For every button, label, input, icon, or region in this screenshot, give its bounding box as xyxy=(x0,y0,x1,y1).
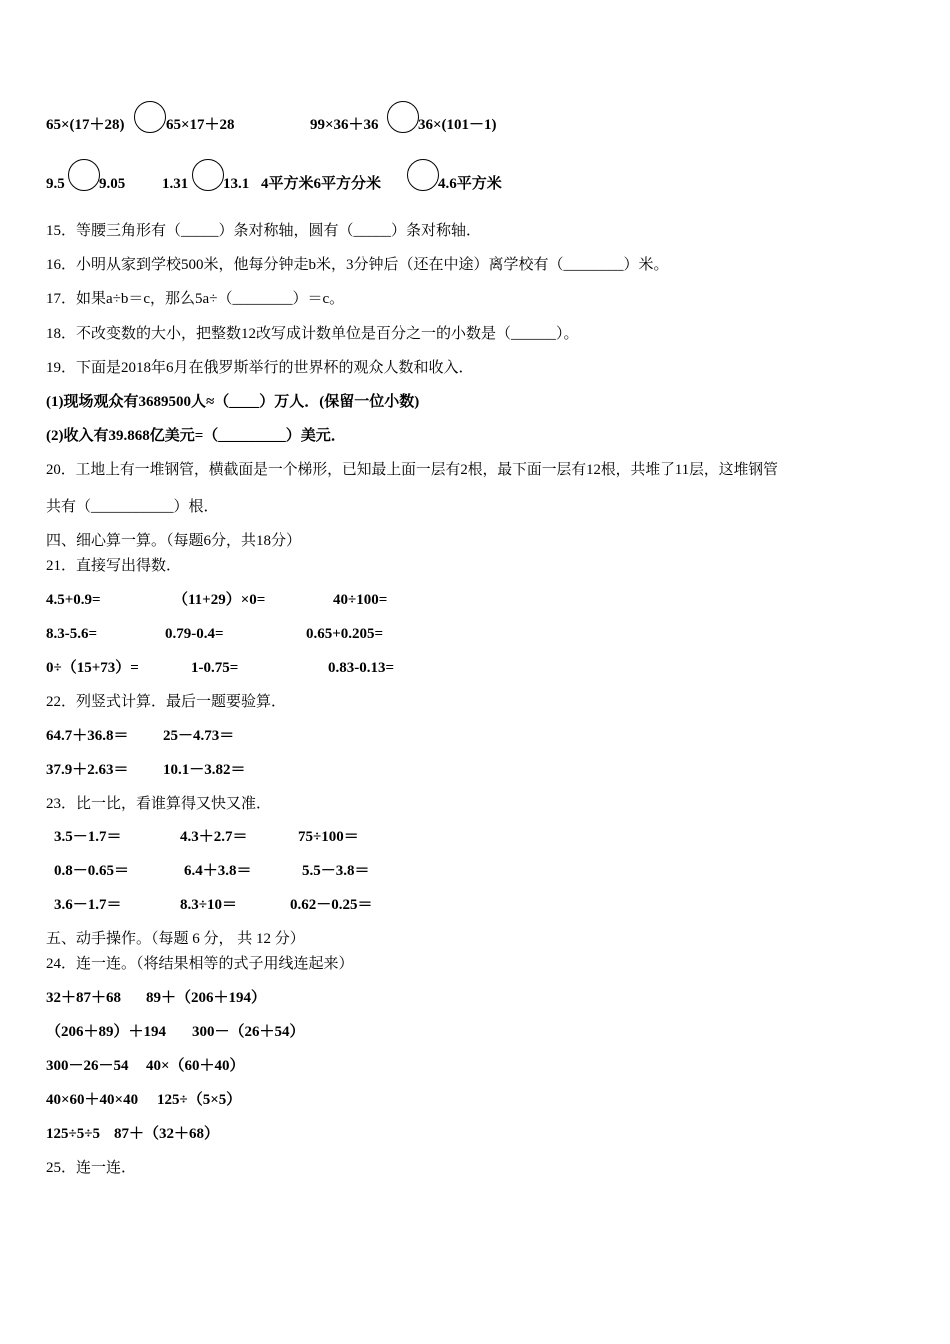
compare-circle-5[interactable] xyxy=(407,159,439,191)
calc-item: 37.9＋2.63＝ xyxy=(46,762,129,778)
question-18: 18．不改变数的大小，把整数12改写成计数单位是百分之一的小数是（______）。 xyxy=(46,326,579,342)
calc-item: 8.3÷10＝ xyxy=(180,897,237,913)
calc-item: 25－4.73＝ xyxy=(163,728,235,744)
calc-item: 0.79-0.4= xyxy=(165,626,224,642)
question-17: 17．如果a÷b＝c，那么5a÷（________）＝c。 xyxy=(46,291,345,307)
question-19-part-2: (2)收入有39.868亿美元=（_________）美元． xyxy=(46,428,346,444)
compare-circle-3[interactable] xyxy=(68,159,100,191)
match-right[interactable]: 40×（60＋40） xyxy=(146,1058,245,1074)
match-left[interactable]: （206＋89）＋194 xyxy=(46,1024,167,1040)
calc-item: 0.65+0.205= xyxy=(306,626,384,642)
match-right[interactable]: 87＋（32＋68） xyxy=(114,1126,220,1142)
match-left[interactable]: 300－26－54 xyxy=(46,1058,129,1074)
question-22-title: 22．列竖式计算．最后一题要验算． xyxy=(46,694,287,710)
question-19-title: 19．下面是2018年6月在俄罗斯举行的世界杯的观众人数和收入． xyxy=(46,360,474,376)
compare-r1-b-left: 99×36＋36 xyxy=(310,117,379,133)
match-left[interactable]: 125÷5÷5 xyxy=(46,1126,100,1142)
question-23-title: 23．比一比，看谁算得又快又准． xyxy=(46,796,272,812)
question-20-line-1: 20．工地上有一堆钢管，横截面是一个梯形，已知最上面一层有2根，最下面一层有12根，共堆了11层，这堆钢管 xyxy=(46,462,778,478)
calc-item: 3.6－1.7＝ xyxy=(54,897,122,913)
calc-item: 4.3＋2.7＝ xyxy=(180,829,248,845)
calc-item: 6.4＋3.8＝ xyxy=(184,863,252,879)
match-left[interactable]: 40×60＋40×40 xyxy=(46,1092,139,1108)
match-right[interactable]: 125÷（5×5） xyxy=(157,1092,242,1108)
compare-circle-4[interactable] xyxy=(192,159,224,191)
calc-item: 64.7＋36.8＝ xyxy=(46,728,129,744)
calc-item: 75÷100＝ xyxy=(298,829,359,845)
compare-r2-a-left: 9.5 xyxy=(46,176,65,192)
question-15: 15．等腰三角形有（_____）条对称轴，圆有（_____）条对称轴． xyxy=(46,223,482,239)
compare-r1-a-right: 65×17＋28 xyxy=(166,117,235,133)
compare-circle-2[interactable] xyxy=(387,101,419,133)
calc-item: 0.8－0.65＝ xyxy=(54,863,130,879)
question-21-title: 21．直接写出得数． xyxy=(46,558,182,574)
calc-item: 5.5－3.8＝ xyxy=(302,863,370,879)
question-19-part-1: (1)现场观众有3689500人≈（____）万人．(保留一位小数) xyxy=(46,394,420,410)
match-right[interactable]: 89＋（206＋194） xyxy=(146,990,267,1006)
compare-r2-c-left: 4平方米6平方分米 xyxy=(261,176,382,192)
compare-r1-b-right: 36×(101－1) xyxy=(418,117,497,133)
calc-item: 40÷100= xyxy=(333,592,388,608)
calc-item: 8.3-5.6= xyxy=(46,626,98,642)
section-5-heading: 五、动手操作。（每题 6 分， 共 12 分） xyxy=(46,931,305,947)
question-16: 16．小明从家到学校500米，他每分钟走b米，3分钟后（还在中途）离学校有（________）米。 xyxy=(46,257,669,273)
calc-item: 4.5+0.9= xyxy=(46,592,101,608)
calc-item: 0.62－0.25＝ xyxy=(290,897,373,913)
calc-item: （11+29）×0= xyxy=(173,592,266,608)
section-4-heading: 四、细心算一算。（每题6分，共18分） xyxy=(46,533,302,549)
question-24-title: 24．连一连。（将结果相等的式子用线连起来） xyxy=(46,956,354,972)
compare-circle-1[interactable] xyxy=(134,101,166,133)
compare-r1-a-left: 65×(17＋28) xyxy=(46,117,125,133)
question-20-line-2: 共有（___________）根． xyxy=(46,499,219,515)
calc-item: 3.5－1.7＝ xyxy=(54,829,122,845)
compare-r2-b-left: 1.31 xyxy=(162,176,189,192)
match-right[interactable]: 300－（26＋54） xyxy=(192,1024,305,1040)
compare-r2-a-right: 9.05 xyxy=(99,176,126,192)
calc-item: 1-0.75= xyxy=(191,660,239,676)
question-25: 25．连一连． xyxy=(46,1160,137,1176)
calc-item: 0÷（15+73）= xyxy=(46,660,139,676)
match-left[interactable]: 32＋87＋68 xyxy=(46,990,122,1006)
compare-r2-c-right: 4.6平方米 xyxy=(438,176,502,192)
compare-r2-b-right: 13.1 xyxy=(223,176,250,192)
calc-item: 10.1－3.82＝ xyxy=(163,762,246,778)
calc-item: 0.83-0.13= xyxy=(328,660,395,676)
